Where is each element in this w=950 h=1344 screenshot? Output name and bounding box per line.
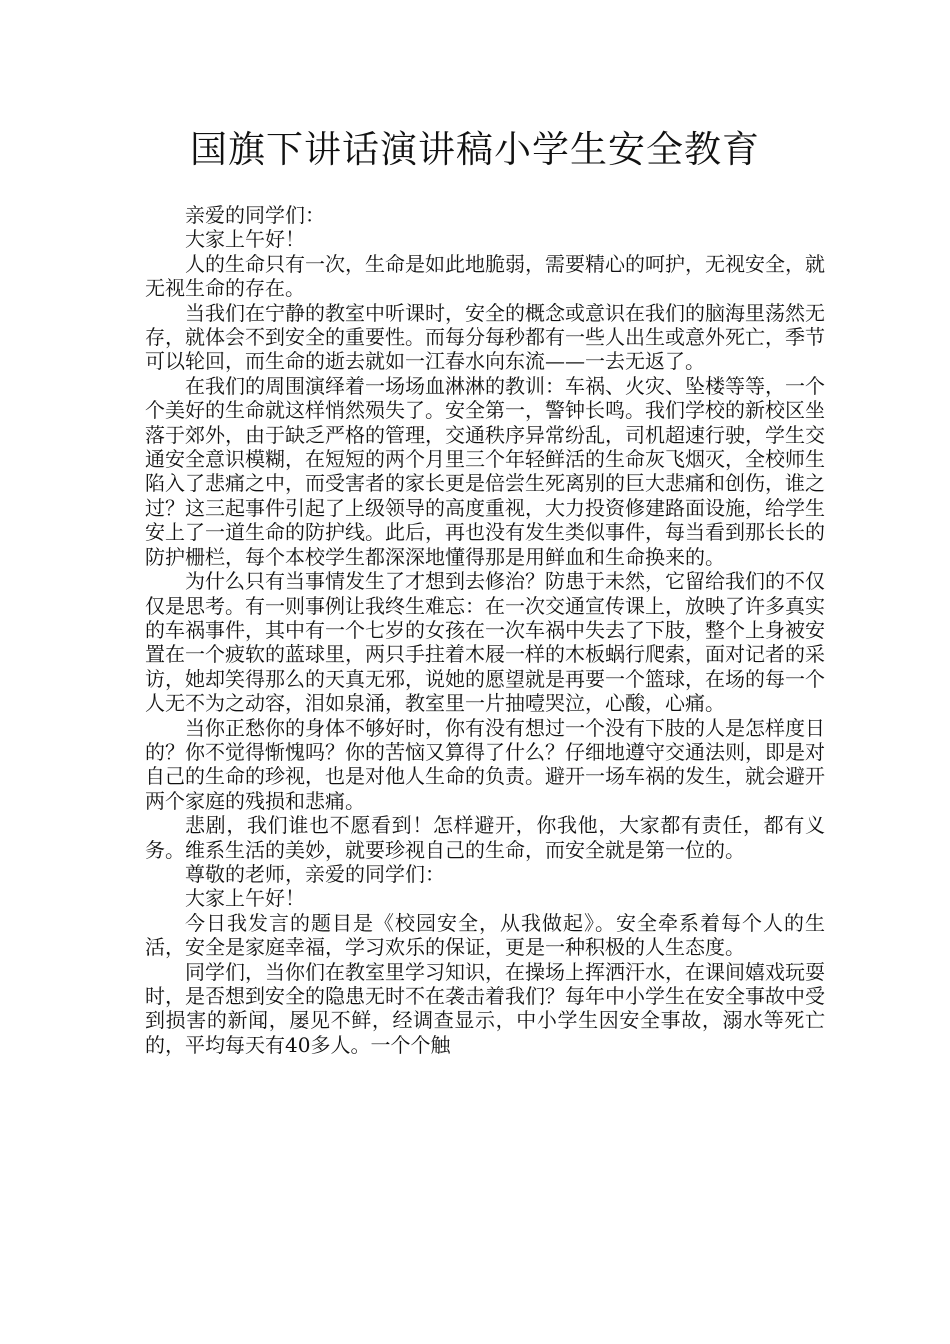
paragraph: 在我们的周围演绎着一场场血淋淋的教训：车祸、火灾、坠楼等等，一个个美好的生命就这样悄然殒失了。安全第一，警钟长鸣。我们学校的新校区坐落于郊外，由于缺乏严格的管理，交通秩序异常纷乱，司机超速行驶，学生交通安全意识模糊，在短短的两个月里三个年轻鲜活的生命灰飞烟灭，全校师生陷入了悲痛之中，而受害者的家长更是倍尝生死离别的巨大悲痛和创伤，谁之过？这三起事件引起了上级领导的高度重视，大力投资修建路面设施，给学生安上了一道生命的防护线。此后，再也没有发生类似事件，每当看到那长长的防护栅栏，每个本校学生都深深地懂得那是用鲜血和生命换来的。 — [145, 373, 825, 569]
paragraph: 悲剧，我们谁也不愿看到！怎样避开，你我他，大家都有责任，都有义务。维系生活的美妙，就要珍视自己的生命，而安全就是第一位的。 — [145, 813, 825, 862]
document-title: 国旗下讲话演讲稿小学生安全教育 — [190, 128, 760, 171]
paragraph: 当我们在宁静的教室中听课时，安全的概念或意识在我们的脑海里荡然无存，就体会不到安全的重要性。而每分每秒都有一些人出生或意外死亡，季节可以轮回，而生命的逝去就如一江春水向东流——一去无返了。 — [145, 300, 825, 374]
paragraph: 今日我发言的题目是《校园安全，从我做起》。安全牵系着每个人的生活，安全是家庭幸福，学习欢乐的保证，更是一种积极的人生态度。 — [145, 910, 825, 960]
paragraph: 当你正愁你的身体不够好时，你有没有想过一个没有下肢的人是怎样度日的？你不觉得惭愧吗？你的苦恼又算得了什么？仔细地遵守交通法则，即是对自己的生命的珍视，也是对他人生命的负责。避开一场车祸的发生，就会避开两个家庭的残损和悲痛。 — [145, 715, 825, 813]
paragraph: 人的生命只有一次，生命是如此地脆弱，需要精心的呵护，无视安全，就无视生命的存在。 — [145, 251, 825, 301]
paragraph: 大家上午好！ — [185, 886, 305, 911]
paragraph: 为什么只有当事情发生了才想到去修治？防患于未然，它留给我们的不仅仅是思考。有一则事例让我终生难忘：在一次交通宣传课上，放映了许多真实的车祸事件，其中有一个七岁的女孩在一次车祸中失去了下肢，整个上身被安置在一个疲软的蓝球里，两只手拄着木屐一样的木板蜗行爬索，面对记者的采访，她却笑得那么的天真无邪，说她的愿望就是再要一个篮球，在场的每一个人无不为之动容，泪如泉涌，教室里一片抽噎哭泣，心酸，心痛。 — [145, 569, 825, 716]
paragraph: 大家上午好！ — [185, 227, 305, 252]
paragraph: 同学们，当你们在教室里学习知识，在操场上挥洒汗水，在课间嬉戏玩耍时，是否想到安全的隐患无时不在袭击着我们？每年中小学生在安全事故中受到损害的新闻，屡见不鲜，经调查显示，中小学生因安全事故，溺水等死亡的，平均每天有40多人。一个个触 — [145, 959, 825, 1057]
document-body — [145, 203, 825, 1057]
paragraph: 尊敬的老师，亲爱的同学们： — [185, 861, 445, 886]
paragraph: 亲爱的同学们： — [185, 203, 325, 227]
